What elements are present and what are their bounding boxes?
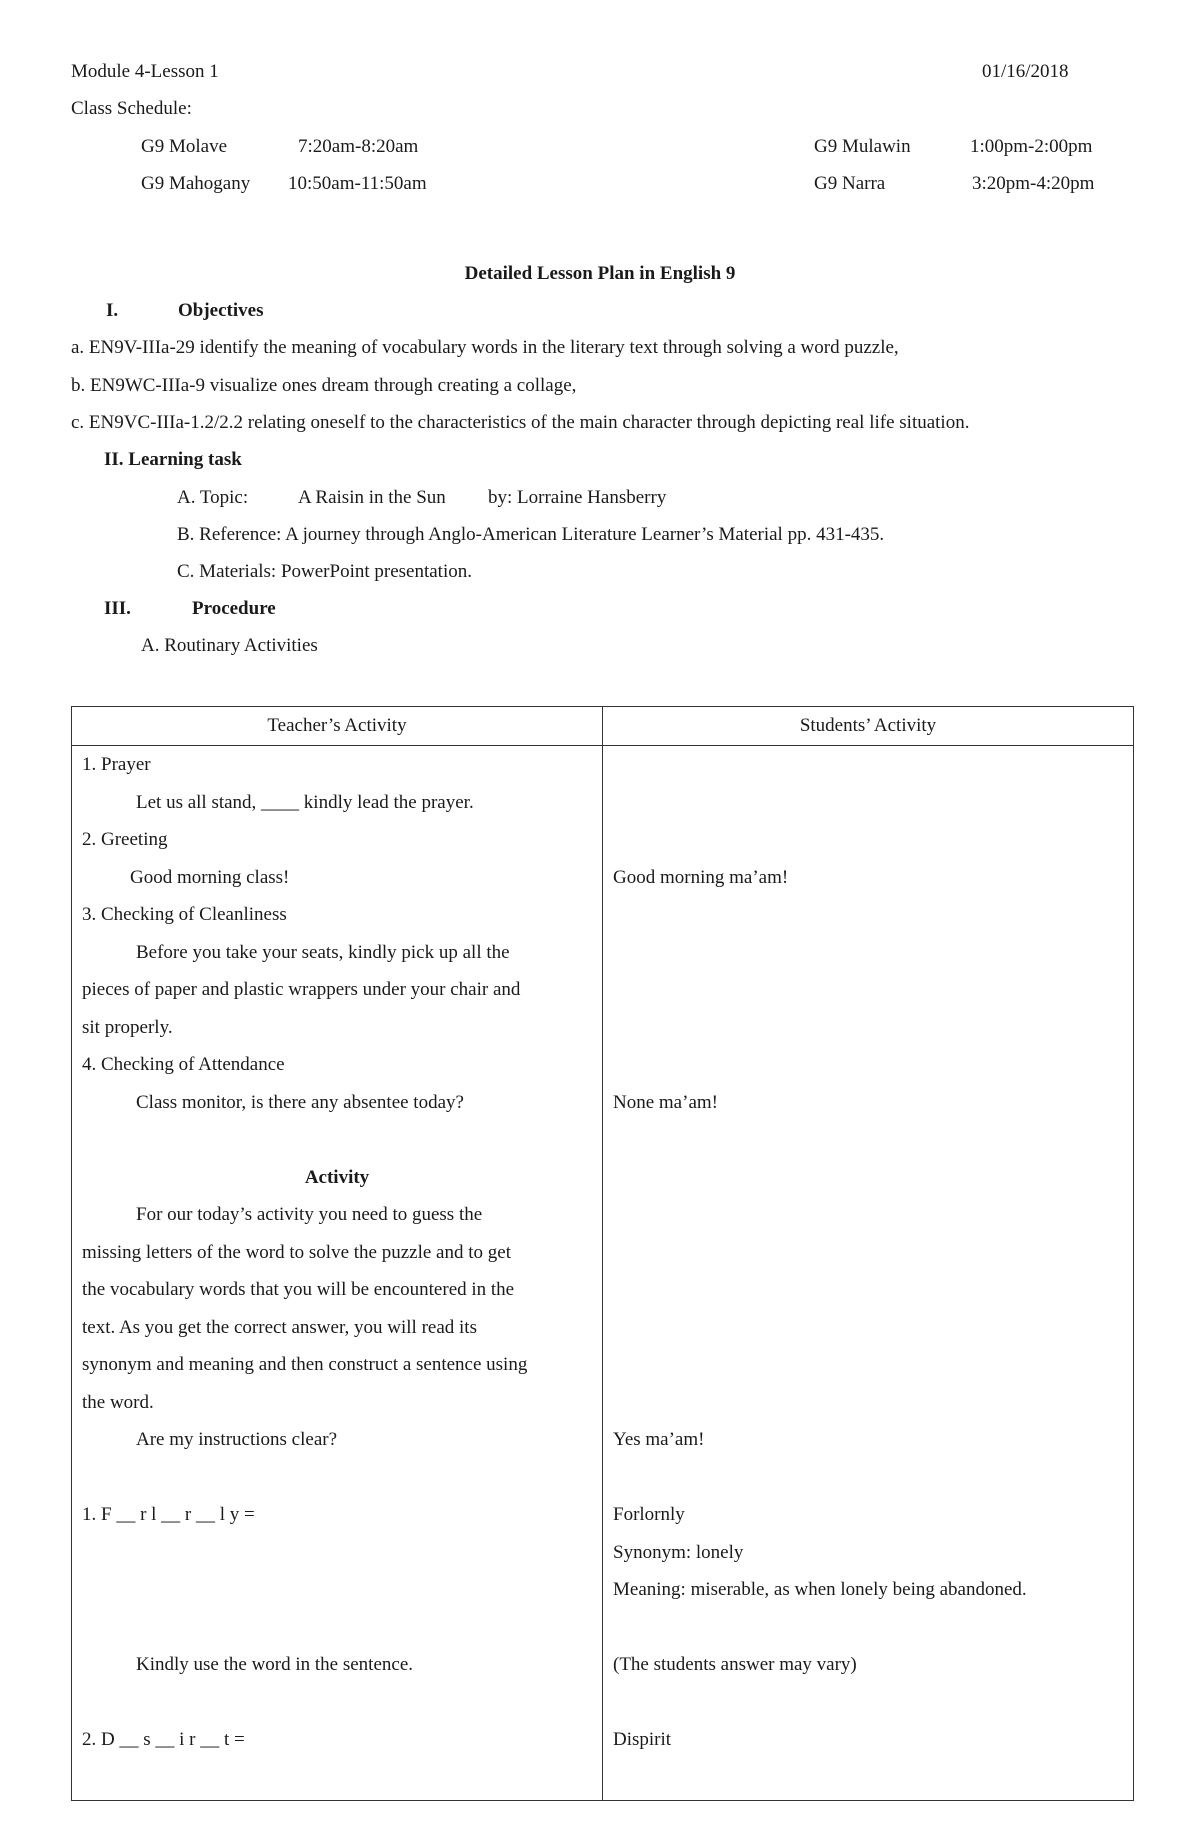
teacher-line: Before you take your seats, kindly pick up all the (136, 941, 510, 963)
procedure-heading: Procedure (192, 598, 276, 619)
teacher-line (72, 1121, 602, 1159)
student-line (603, 821, 1133, 859)
learning-task-heading: II. Learning task (104, 449, 242, 470)
student-line: Dispirit (613, 1729, 672, 1750)
document-title: Detailed Lesson Plan in English 9 (464, 263, 736, 284)
teacher-line: Kindly use the word in the sentence. (136, 1654, 414, 1675)
schedule-time: 7:20am-8:20am (298, 136, 419, 157)
teacher-line: 2. Greeting (82, 829, 168, 850)
student-line: Yes ma’am! (613, 1429, 705, 1450)
teacher-line (72, 1609, 602, 1647)
materials-line: C. Materials: PowerPoint presentation. (177, 561, 472, 582)
student-line (603, 971, 1133, 1009)
student-line: Synonym: lonely (613, 1541, 744, 1563)
teacher-line (72, 1571, 602, 1609)
teacher-line: pieces of paper and plastic wrappers under your chair and (82, 979, 521, 1000)
schedule-section: G9 Molave (141, 136, 228, 157)
student-line (603, 1459, 1133, 1497)
student-line (603, 1309, 1133, 1347)
table-header-row (72, 707, 1134, 746)
teacher-activity-header: Teacher’s Activity (72, 707, 603, 746)
teacher-line: 4. Checking of Attendance (82, 1054, 285, 1075)
teacher-line (72, 1459, 602, 1497)
activity-table (71, 706, 1134, 1801)
student-line: None ma’am! (613, 1091, 718, 1113)
teacher-line: synonym and meaning and then construct a sentence using (82, 1354, 528, 1375)
objective-item-c: c. EN9VC-IIIa-1.2/2.2 relating oneself to the characteristics of the main character through depicting real life situation. (71, 412, 970, 433)
teacher-line: Class monitor, is there any absentee today? (136, 1091, 464, 1113)
schedule-section: G9 Mulawin (814, 136, 911, 157)
student-line (603, 1009, 1133, 1047)
student-line (603, 1609, 1133, 1647)
table-body-row (72, 746, 1134, 1801)
objectives-numeral: I. (106, 300, 119, 321)
teacher-line: Let us all stand, ____ kindly lead the prayer. (136, 791, 474, 813)
student-line (603, 896, 1133, 934)
schedule-section: G9 Mahogany (141, 173, 251, 194)
teacher-line: Are my instructions clear? (136, 1429, 338, 1450)
topic-author: by: Lorraine Hansberry (488, 487, 667, 508)
student-line: Meaning: miserable, as when lonely being abandoned. (613, 1579, 1027, 1600)
student-line (603, 1196, 1133, 1234)
topic-label: A. Topic: (177, 487, 249, 508)
student-line: Forlornly (613, 1504, 685, 1525)
student-line (603, 934, 1133, 972)
student-line (603, 1159, 1133, 1197)
topic-title: A Raisin in the Sun (298, 487, 446, 508)
reference-line: B. Reference: A journey through Anglo-American Literature Learner’s Material pp. 431-435. (177, 524, 885, 545)
student-line (603, 746, 1133, 784)
procedure-numeral: III. (104, 598, 131, 619)
objective-item-b: b. EN9WC-IIIa-9 visualize ones dream through creating a collage, (71, 375, 577, 396)
routinary-activities-label: A. Routinary Activities (141, 635, 318, 656)
schedule-label: Class Schedule: (71, 98, 192, 119)
teacher-activity-cell (72, 746, 603, 1801)
schedule-time: 1:00pm-2:00pm (970, 136, 1093, 157)
teacher-line: the word. (82, 1391, 154, 1413)
schedule-time: 10:50am-11:50am (288, 173, 427, 194)
puzzle-item: 1. F __ r l __ r __ l y = (82, 1504, 255, 1525)
teacher-line: sit properly. (82, 1016, 173, 1038)
student-line (603, 1046, 1133, 1084)
teacher-line: 3. Checking of Cleanliness (82, 904, 287, 925)
lesson-date: 01/16/2018 (982, 61, 1069, 82)
student-line: Good morning ma’am! (613, 866, 789, 888)
objective-item-a: a. EN9V-IIIa-29 identify the meaning of vocabulary words in the literary text through solving a word puzzle, (71, 337, 899, 358)
puzzle-item: 2. D __ s __ i r __ t = (82, 1729, 245, 1750)
teacher-line: For our today’s activity you need to guess the (136, 1204, 483, 1225)
student-line (603, 1684, 1133, 1722)
teacher-line: text. As you get the correct answer, you will read its (82, 1316, 477, 1338)
student-line (603, 1121, 1133, 1159)
teacher-line: Good morning class! (130, 866, 290, 888)
student-line (603, 1271, 1133, 1309)
student-line (603, 1384, 1133, 1422)
student-line: (The students answer may vary) (613, 1654, 857, 1675)
teacher-line: 1. Prayer (82, 754, 151, 775)
student-line (603, 1234, 1133, 1272)
schedule-section: G9 Narra (814, 173, 886, 194)
activity-subheading: Activity (304, 1166, 370, 1188)
teacher-line (72, 1684, 602, 1722)
module-lesson: Module 4-Lesson 1 (71, 61, 219, 82)
schedule-time: 3:20pm-4:20pm (972, 173, 1095, 194)
students-activity-cell (603, 746, 1134, 1801)
student-line (603, 784, 1133, 822)
teacher-line: the vocabulary words that you will be encountered in the (82, 1279, 515, 1300)
teacher-line (72, 1534, 602, 1572)
objectives-heading: Objectives (178, 300, 264, 321)
students-activity-header: Students’ Activity (603, 707, 1134, 746)
student-line (603, 1346, 1133, 1384)
teacher-line: missing letters of the word to solve the puzzle and to get (82, 1241, 511, 1263)
